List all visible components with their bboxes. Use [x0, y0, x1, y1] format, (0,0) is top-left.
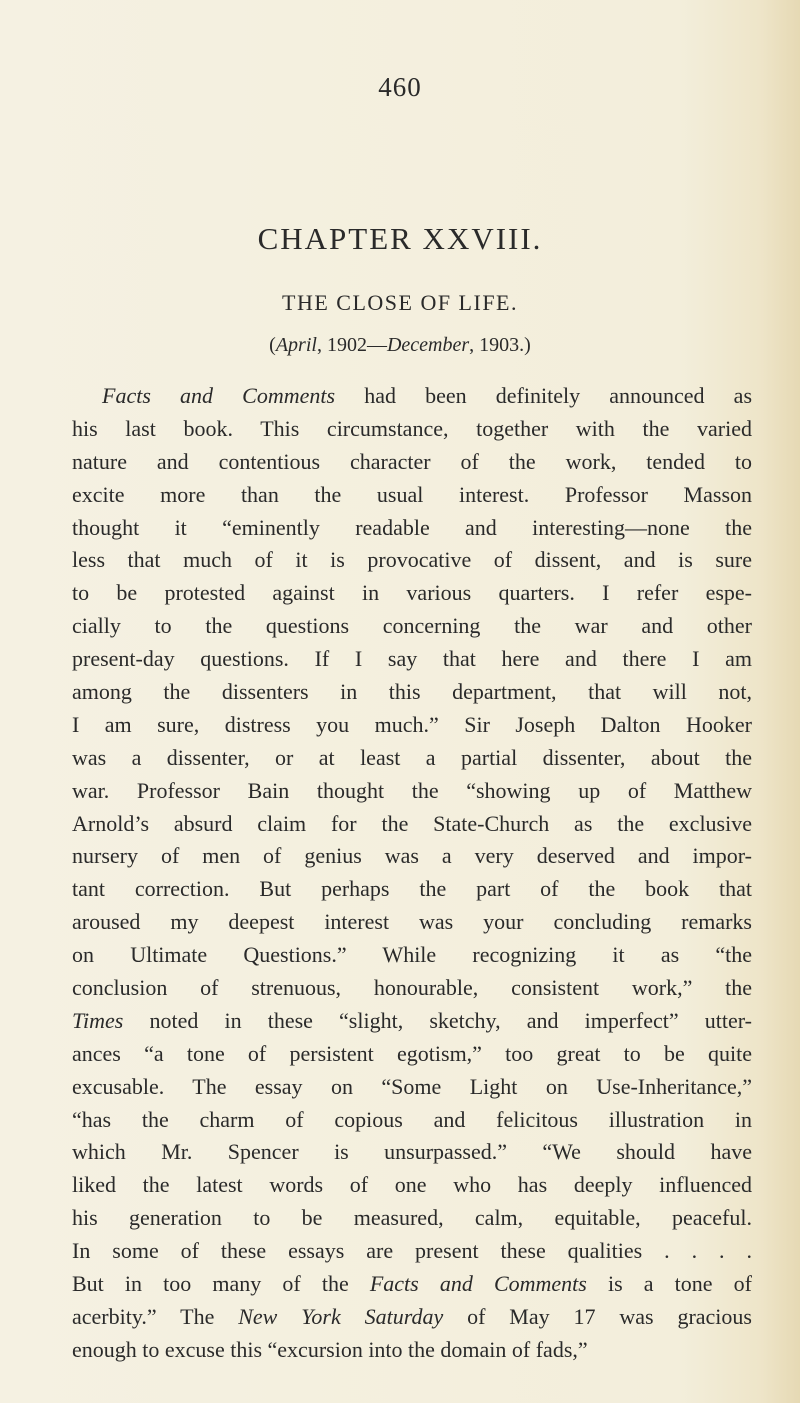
text-line	[72, 1136, 752, 1169]
text-run: nursery of men of genius was a very deserved and impor-	[72, 843, 752, 869]
text-line	[72, 413, 752, 446]
italic-title: Facts and Comments	[369, 1271, 587, 1297]
text-run: his generation to be measured, calm, equitable, peaceful.	[72, 1205, 752, 1231]
chapter-date-range	[0, 334, 800, 357]
text-run: of May 17 was gracious	[443, 1303, 752, 1329]
text-run: But in too many of the	[72, 1271, 370, 1297]
text-run: war. Professor Bain thought the “showing up of Matthew	[72, 777, 752, 803]
text-line	[72, 544, 752, 577]
body-paragraph	[72, 380, 752, 1367]
text-line	[72, 775, 752, 808]
text-run: present-day questions. If I say that here and there I am	[72, 646, 752, 672]
italic-title: Facts and Comments	[102, 383, 336, 408]
text-run: among the dissenters in this department, that will not,	[72, 679, 752, 705]
text-line	[72, 676, 752, 709]
text-line	[72, 1071, 752, 1104]
text-line	[72, 840, 752, 873]
text-line	[72, 1005, 752, 1038]
text-line	[72, 380, 752, 413]
text-line	[72, 1268, 752, 1301]
text-line	[72, 577, 752, 610]
text-run: excusable. The essay on “Some Light on Use-Inheritance,”	[72, 1073, 752, 1099]
text-line	[72, 972, 752, 1005]
text-line	[72, 1235, 752, 1268]
text-run: ances “a tone of persistent egotism,” too great to be quite	[72, 1040, 752, 1066]
text-line	[72, 906, 752, 939]
text-line	[72, 709, 752, 742]
date-end-month: December	[386, 334, 470, 356]
text-run: nature and contentious character of the work, tended to	[72, 448, 752, 474]
text-run: thought it “eminently readable and interesting—none the	[72, 514, 752, 540]
text-line	[72, 1104, 752, 1137]
date-open-paren: (	[269, 334, 276, 356]
text-run: had been definitely announced as	[335, 383, 753, 408]
text-run: enough to excuse this “excursion into the domain of fads,”	[72, 1336, 588, 1362]
text-line	[72, 939, 752, 972]
date-start-month: April	[275, 334, 317, 356]
text-line	[72, 1038, 752, 1071]
text-line	[72, 1202, 752, 1235]
text-run: conclusion of strenuous, honourable, consistent work,” the	[72, 975, 752, 1001]
text-run: noted in these “slight, sketchy, and imperfect” utter-	[123, 1007, 752, 1033]
chapter-subtitle: THE CLOSE OF LIFE.	[282, 290, 518, 315]
text-run: which Mr. Spencer is unsurpassed.” “We should have	[72, 1139, 752, 1165]
chapter-title: CHAPTER XXVIII.	[257, 221, 543, 256]
text-line	[72, 643, 752, 676]
text-line	[72, 479, 752, 512]
text-run: less that much of it is provocative of dissent, and is sure	[72, 547, 752, 573]
text-run: In some of these essays are present these qualities . . . .	[72, 1238, 752, 1264]
date-end-year: , 1903.)	[469, 334, 531, 356]
text-run: “has the charm of copious and felicitous illustration in	[72, 1106, 752, 1132]
text-line	[72, 808, 752, 841]
text-run: acerbity.” The	[72, 1303, 239, 1329]
text-line	[72, 610, 752, 643]
date-start-year: , 1902—	[316, 334, 387, 356]
text-run: on Ultimate Questions.” While recognizing it as “the	[72, 942, 752, 968]
text-run: is a tone of	[586, 1271, 752, 1297]
text-run: aroused my deepest interest was your concluding remarks	[72, 909, 752, 935]
text-run: was a dissenter, or at least a partial dissenter, about the	[72, 744, 752, 770]
text-run: his last book. This circumstance, together with the varied	[72, 415, 752, 441]
text-run: tant correction. But perhaps the part of the book that	[72, 876, 752, 902]
text-run: to be protested against in various quarters. I refer espe-	[72, 580, 752, 606]
page-number: 460	[378, 72, 422, 102]
text-line	[72, 1169, 752, 1202]
text-run: Arnold’s absurd claim for the State-Church as the exclusive	[72, 810, 752, 836]
text-line	[72, 446, 752, 479]
text-line	[72, 512, 752, 545]
italic-title: New York Saturday	[238, 1303, 444, 1329]
text-run: excite more than the usual interest. Professor Masson	[72, 481, 752, 507]
italic-title: Times	[72, 1007, 124, 1033]
text-run: cially to the questions concerning the war and other	[72, 613, 752, 639]
text-line	[72, 1301, 752, 1334]
text-line	[72, 873, 752, 906]
text-line	[72, 742, 752, 775]
text-line	[72, 1334, 752, 1367]
text-run: liked the latest words of one who has deeply influenced	[72, 1172, 752, 1198]
text-run: I am sure, distress you much.” Sir Joseph Dalton Hooker	[72, 711, 752, 737]
